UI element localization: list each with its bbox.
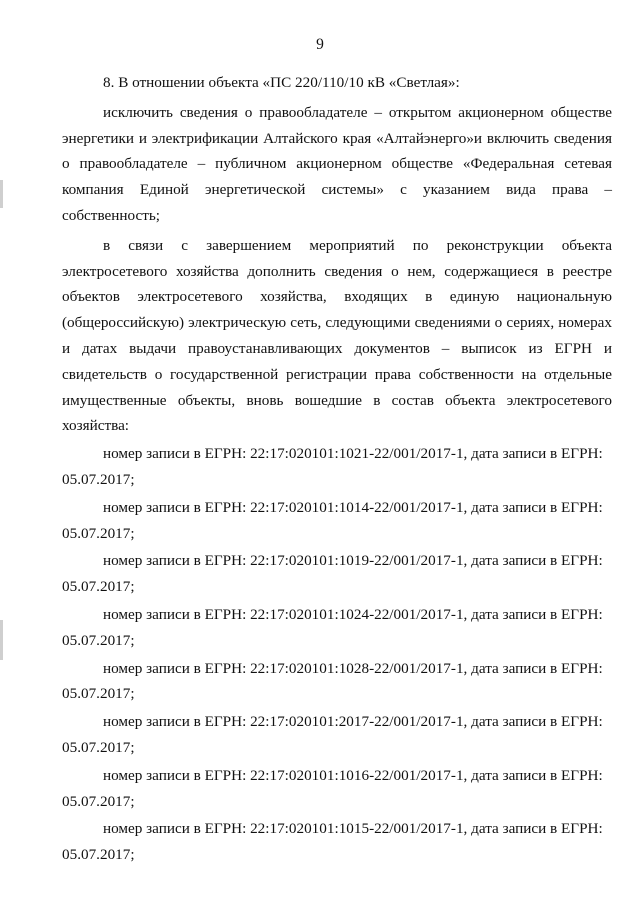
page-number: 9 [316, 36, 324, 53]
paragraph-reconstruction: в связи с завершением мероприятий по реконструкции объекта электросетевого хозяйства дополнить сведения о нем, содержащиеся в реестре объектов электросетевого хозяйства, входящих в единую национальную (общероссийскую) электрическую сеть, следующими сведениями о сериях, номерах и датах выдачи правоустанавливающих документов – выписок из ЕГРН и свидетельств о государственной регистрации права собственности на отдельные имущественные объекты, вновь вошедшие в состав объекта электросетевого хозяйства: [62, 236, 612, 435]
egrn-record [62, 816, 612, 868]
egrn-record-date: 05.07.2017; [62, 846, 135, 864]
egrn-record [62, 709, 612, 761]
egrn-record [62, 548, 612, 600]
egrn-record-number: номер записи в ЕГРН: 22:17:020101:1024-22/001/2017-1, дата записи в ЕГРН: [103, 605, 603, 623]
egrn-record-number: номер записи в ЕГРН: 22:17:020101:1028-22/001/2017-1, дата записи в ЕГРН: [103, 659, 603, 677]
egrn-record-number: номер записи в ЕГРН: 22:17:020101:1016-22/001/2017-1, дата записи в ЕГРН: [103, 766, 603, 784]
paragraph-owner-change: исключить сведения о правообладателе – открытом акционерном обществе энергетики и электрификации Алтайского края «Алтайэнерго»и включить сведения о правообладателе – публичном акционерном обществе «Федеральная сетевая компания Единой энергетической системы» с указанием вида права – собственность; [62, 103, 612, 224]
egrn-record [62, 763, 612, 815]
scan-edge-mark [0, 180, 3, 208]
egrn-record [62, 441, 612, 493]
document-body [62, 70, 612, 868]
egrn-record [62, 495, 612, 547]
egrn-record [62, 602, 612, 654]
egrn-record-date: 05.07.2017; [62, 685, 135, 703]
egrn-record [62, 656, 612, 708]
egrn-record-date: 05.07.2017; [62, 524, 135, 542]
scan-edge-mark [0, 620, 3, 660]
egrn-record-date: 05.07.2017; [62, 792, 135, 810]
egrn-record-number: номер записи в ЕГРН: 22:17:020101:1021-22/001/2017-1, дата записи в ЕГРН: [103, 445, 603, 463]
egrn-record-number: номер записи в ЕГРН: 22:17:020101:1014-22/001/2017-1, дата записи в ЕГРН: [103, 498, 603, 516]
egrn-record-number: номер записи в ЕГРН: 22:17:020101:1015-22/001/2017-1, дата записи в ЕГРН: [103, 820, 603, 838]
egrn-record-number: номер записи в ЕГРН: 22:17:020101:1019-22/001/2017-1, дата записи в ЕГРН: [103, 552, 603, 570]
egrn-record-date: 05.07.2017; [62, 738, 135, 756]
egrn-record-date: 05.07.2017; [62, 470, 135, 488]
egrn-record-list [62, 441, 612, 868]
egrn-record-number: номер записи в ЕГРН: 22:17:020101:2017-22/001/2017-1, дата записи в ЕГРН: [103, 713, 603, 731]
egrn-record-date: 05.07.2017; [62, 631, 135, 649]
egrn-record-date: 05.07.2017; [62, 578, 135, 596]
section-heading: 8. В отношении объекта «ПС 220/110/10 кВ «Светлая»: [103, 74, 460, 91]
